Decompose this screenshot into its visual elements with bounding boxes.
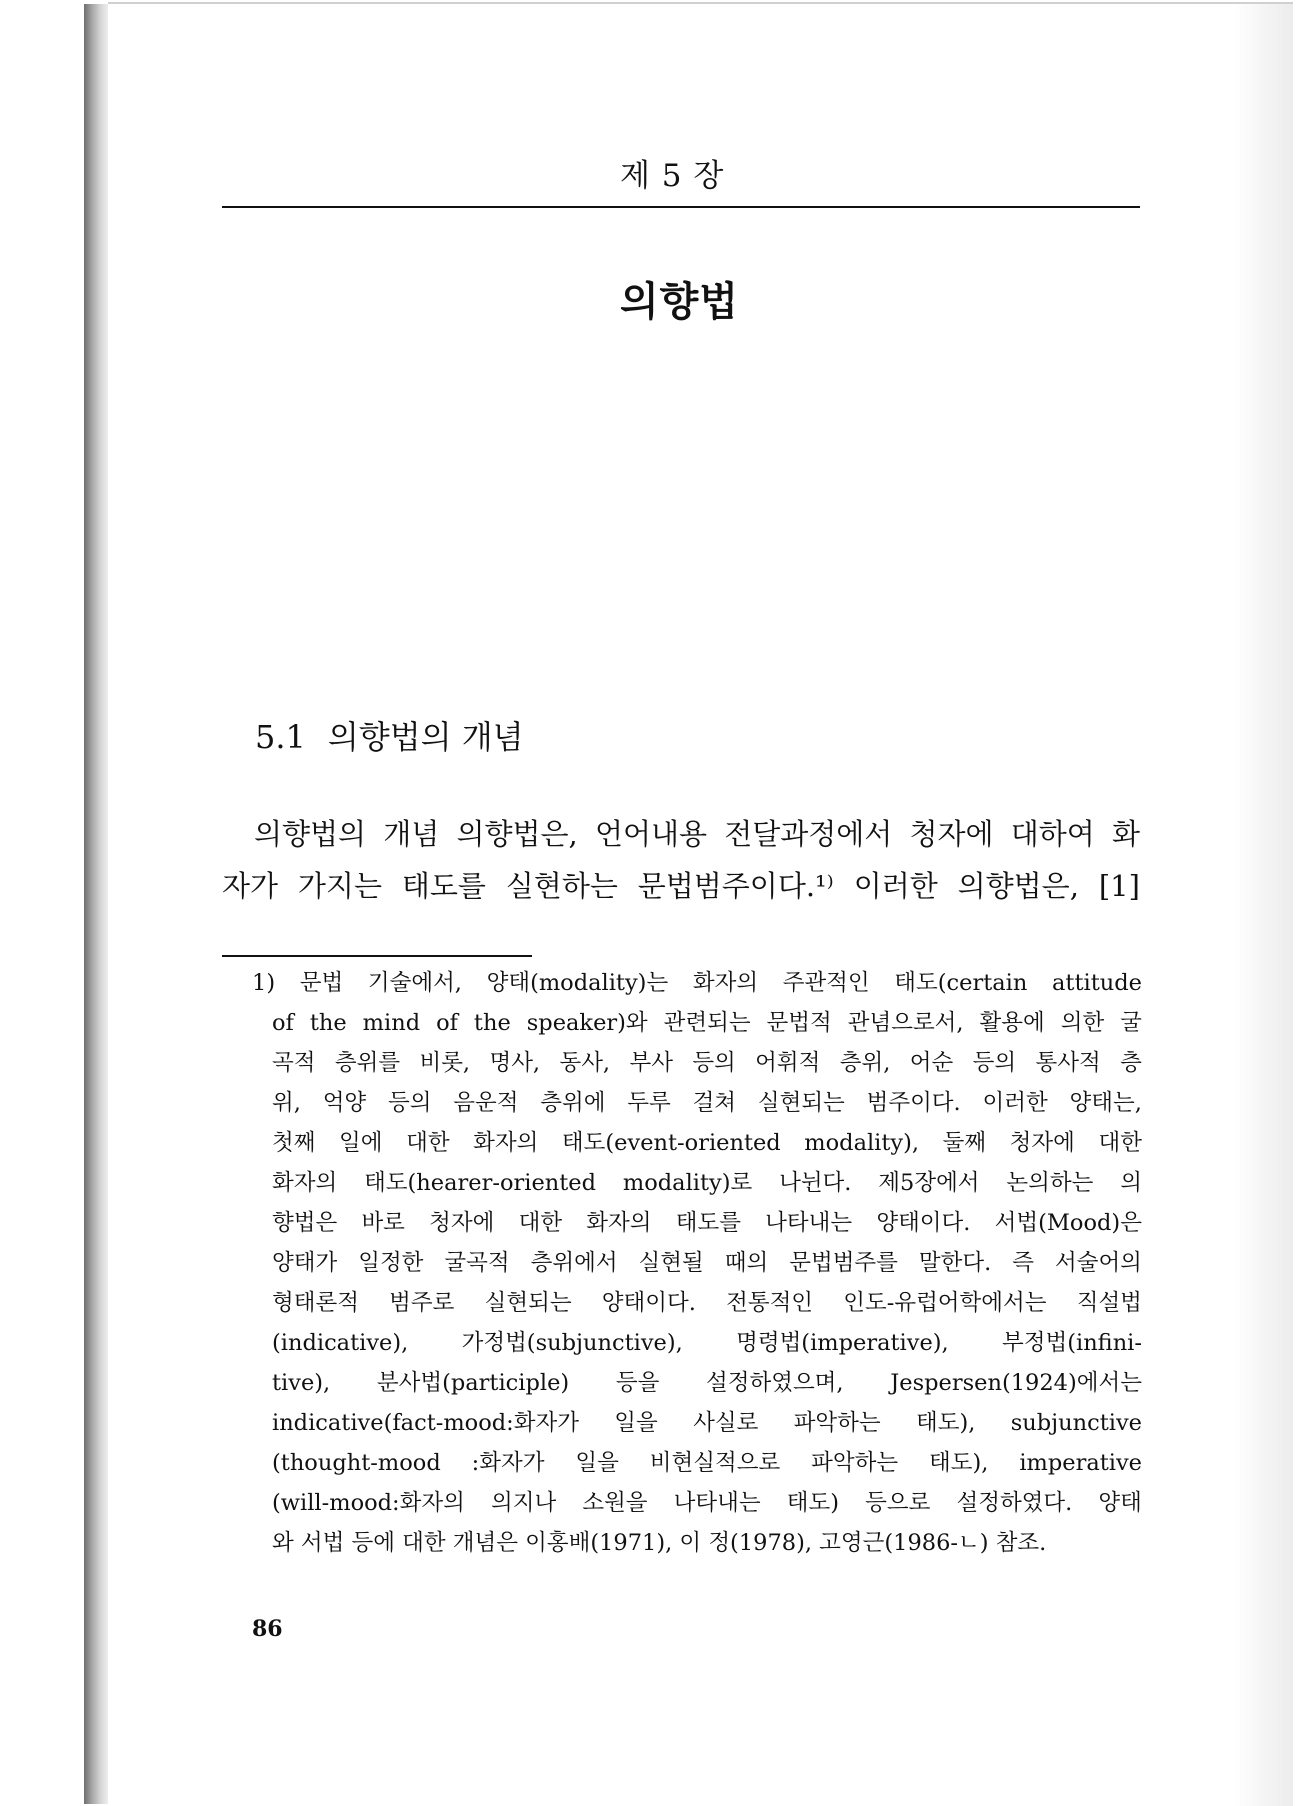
footnote-word: 활용에 bbox=[979, 1010, 1045, 1036]
footnote-word: 양태가 bbox=[272, 1250, 338, 1276]
footnote-word: 일을 bbox=[614, 1410, 658, 1436]
footnote-word: indicative(fact-mood:화자가 bbox=[272, 1410, 579, 1436]
body-word: 화 bbox=[1111, 817, 1140, 851]
footnote-line bbox=[252, 1123, 1142, 1163]
footnote-word: 대한 bbox=[518, 1210, 563, 1236]
footnote-word: 청자에 bbox=[1009, 1130, 1075, 1156]
footnote-word: 소원을 bbox=[582, 1490, 648, 1516]
footnote-word: (indicative), bbox=[272, 1330, 409, 1356]
footnote-word: 등을 bbox=[615, 1370, 660, 1396]
footnote-word: Jespersen(1924)에서는 bbox=[890, 1370, 1142, 1396]
body-word: 자가 bbox=[222, 869, 279, 903]
body-word: 문법범주이다.¹⁾ bbox=[637, 869, 834, 903]
footnote-word: 화자의 bbox=[272, 1170, 338, 1196]
footnote-word: 바로 bbox=[361, 1210, 405, 1236]
footnote-line bbox=[252, 963, 1142, 1003]
footnote-word: 층위에서 bbox=[530, 1250, 618, 1276]
footnote-word: 명령법(imperative), bbox=[736, 1330, 949, 1356]
footnote-word: 의지나 bbox=[490, 1490, 557, 1516]
footnote-word: 걸쳐 bbox=[692, 1090, 737, 1116]
footnote-word: mind bbox=[362, 1010, 421, 1036]
footnote-word: 문법범주를 bbox=[789, 1250, 898, 1276]
footnote-word: 제5장에서 bbox=[878, 1170, 980, 1196]
footnote-word: 등의 bbox=[692, 1050, 736, 1076]
footnote-word: 굴곡적 bbox=[444, 1250, 510, 1276]
footnote-word: 층위에 bbox=[540, 1090, 606, 1116]
footnote-word: 나타내는 bbox=[673, 1490, 761, 1516]
footnote-word: 일정한 bbox=[358, 1250, 424, 1276]
footnote-word: 대한 bbox=[406, 1130, 450, 1156]
footnote-line bbox=[252, 1403, 1142, 1443]
body-word: 의향법은, bbox=[456, 817, 578, 851]
footnote-word: 등의 bbox=[972, 1050, 1017, 1076]
footnote-word: 관념으로서, bbox=[847, 1010, 964, 1036]
footnote-rule bbox=[222, 955, 532, 957]
footnote-word: modality)로 bbox=[622, 1170, 753, 1196]
footnote-word: 사실로 bbox=[693, 1410, 759, 1436]
body-word: 태도를 bbox=[401, 869, 486, 903]
footnote-word: 대한 bbox=[1098, 1130, 1142, 1156]
footnote-word: 청자에 bbox=[429, 1210, 495, 1236]
body-word: 전달과정에서 bbox=[724, 817, 893, 851]
footnote-word: 전통적인 bbox=[726, 1290, 814, 1316]
footnote-word: 두루 bbox=[627, 1090, 671, 1116]
footnote-word: 말한다. bbox=[918, 1250, 992, 1276]
footnote-word: 억양 bbox=[322, 1090, 367, 1116]
footnote-word: 태도(event-oriented bbox=[561, 1130, 781, 1156]
footnote-line bbox=[252, 1483, 1142, 1523]
footnote-word: 어휘적 bbox=[755, 1050, 821, 1076]
footnote-word: 양태는, bbox=[1069, 1090, 1142, 1116]
footnote-word: 문법 bbox=[299, 970, 344, 996]
footnote-word: 관련되는 bbox=[663, 1010, 751, 1036]
footnote-word: 층 bbox=[1120, 1050, 1142, 1076]
footnote-line bbox=[252, 1323, 1142, 1363]
body-line bbox=[222, 808, 1140, 860]
footnote-word: 분사법(participle) bbox=[376, 1370, 570, 1396]
footnote-word: 설정하였다. bbox=[956, 1490, 1073, 1516]
body-word: 의향법은, bbox=[957, 869, 1079, 903]
footnote-word: 나타내는 bbox=[765, 1210, 853, 1236]
footnote-word: 어순 bbox=[909, 1050, 954, 1076]
footnote-word: 설정하였으며, bbox=[706, 1370, 844, 1396]
footnote-word: (thought-mood bbox=[272, 1450, 441, 1476]
page-number: 86 bbox=[252, 1616, 283, 1642]
footnote-word: 의 bbox=[1120, 1170, 1142, 1196]
footnote-word: 태도를 bbox=[675, 1210, 741, 1236]
footnote-word: speaker)와 bbox=[526, 1010, 648, 1036]
footnote-word: tive), bbox=[272, 1370, 331, 1396]
book-spine-edge bbox=[84, 4, 108, 1804]
body-word: 이러한 bbox=[853, 869, 938, 903]
footnote-word: 등으로 bbox=[865, 1490, 931, 1516]
footnote-word: 통사적 bbox=[1035, 1050, 1101, 1076]
footnote-word: 태도(hearer-oriented bbox=[364, 1170, 597, 1196]
body-word: 실현하는 bbox=[505, 869, 618, 903]
footnote-word: 실현될 bbox=[638, 1250, 704, 1276]
footnote-word: 문법적 bbox=[766, 1010, 832, 1036]
footnote-word: 향법은 bbox=[272, 1210, 338, 1236]
body-word: [1] bbox=[1098, 869, 1140, 903]
footnote-word: 양태이다. bbox=[876, 1210, 971, 1236]
footnote-word: 비롯, bbox=[419, 1050, 471, 1076]
body-word: 대하여 bbox=[1010, 817, 1095, 851]
body-word: 언어내용 bbox=[594, 817, 707, 851]
footnote-word: 직설법 bbox=[1076, 1290, 1142, 1316]
footnote-word: 1) bbox=[252, 970, 276, 996]
footnote-word: 화자의 bbox=[586, 1210, 652, 1236]
footnote-line bbox=[252, 1523, 1142, 1563]
footnote-line bbox=[252, 1043, 1142, 1083]
footnote-word: 형태론적 bbox=[272, 1290, 359, 1316]
footnote-word: 첫째 bbox=[272, 1130, 316, 1156]
body-paragraph bbox=[222, 808, 1140, 912]
footnote-word: 태도), bbox=[915, 1410, 976, 1436]
footnote-word: 이러한 bbox=[982, 1090, 1048, 1116]
footnote-word: 화자의 bbox=[692, 970, 759, 996]
footnote-word: 인도-유럽어학에서는 bbox=[843, 1290, 1047, 1316]
footnote-word: 서법(Mood)은 bbox=[994, 1210, 1142, 1236]
footnote-word: 화자의 bbox=[473, 1130, 539, 1156]
footnote-word: 위, bbox=[272, 1090, 301, 1116]
footnote-word: 즉 bbox=[1012, 1250, 1034, 1276]
footnote-word: 굴 bbox=[1120, 1010, 1142, 1036]
footnote-line bbox=[252, 1243, 1142, 1283]
chapter-label: 제 5 장 bbox=[620, 158, 725, 194]
footnote-word: 둘째 bbox=[942, 1130, 987, 1156]
footnote-line bbox=[252, 1363, 1142, 1403]
footnote-word: 가정법(subjunctive), bbox=[461, 1330, 683, 1356]
footnote-word: 범주이다. bbox=[866, 1090, 961, 1116]
footnote-word: 동사, bbox=[559, 1050, 611, 1076]
footnote-word: :화자가 bbox=[471, 1450, 545, 1476]
section-number: 5.1 bbox=[255, 718, 306, 756]
footnote-word: 양태(modality)는 bbox=[486, 970, 669, 996]
footnote-word: 층위를 bbox=[334, 1050, 401, 1076]
footnote-word: imperative bbox=[1019, 1450, 1142, 1476]
body-line bbox=[222, 860, 1140, 912]
footnote-word: 나뉜다. bbox=[779, 1170, 852, 1196]
footnote-word: 음운적 bbox=[453, 1090, 519, 1116]
footnote-word: of bbox=[436, 1010, 458, 1036]
chapter-rule bbox=[222, 206, 1140, 208]
footnote-word: 태도) bbox=[786, 1490, 839, 1516]
footnote-word: modality), bbox=[804, 1130, 920, 1156]
footnote-word: 층위, bbox=[839, 1050, 891, 1076]
footnote-word: 기술에서, bbox=[367, 970, 462, 996]
footnote-word: 와 서법 등에 대한 개념은 이홍배(1971), 이 정(1978), 고영근(1986-ㄴ) 참조. bbox=[272, 1530, 1047, 1556]
footnote-line bbox=[252, 1163, 1142, 1203]
footnote-line bbox=[252, 1003, 1142, 1043]
footnote-word: 일을 bbox=[575, 1450, 619, 1476]
footnote-word: 파악하는 bbox=[793, 1410, 881, 1436]
footnote-word: 태도(certain bbox=[894, 970, 1028, 996]
footnote-word: 논의하는 bbox=[1006, 1170, 1094, 1196]
footnote-word: of bbox=[272, 1010, 294, 1036]
footnote-word: 부사 bbox=[629, 1050, 673, 1076]
footnote-word: subjunctive bbox=[1010, 1410, 1142, 1436]
footnote-word: 명사, bbox=[489, 1050, 541, 1076]
footnote-word: 태도), bbox=[928, 1450, 989, 1476]
footnote-word: 실현되는 bbox=[484, 1290, 572, 1316]
footnote bbox=[252, 963, 1142, 1563]
footnote-word: 등의 bbox=[387, 1090, 432, 1116]
body-word: 가지는 bbox=[297, 869, 382, 903]
footnote-word: 파악하는 bbox=[811, 1450, 899, 1476]
body-word: 개념 bbox=[383, 817, 440, 851]
section-heading bbox=[255, 712, 524, 758]
footnote-word: (will-mood:화자의 bbox=[272, 1490, 465, 1516]
footnote-word: 곡적 bbox=[272, 1050, 316, 1076]
footnote-word: 때의 bbox=[724, 1250, 769, 1276]
footnote-word: 양태이다. bbox=[601, 1290, 696, 1316]
footnote-word: 비현실적으로 bbox=[649, 1450, 781, 1476]
footnote-line bbox=[252, 1083, 1142, 1123]
footnote-line bbox=[252, 1203, 1142, 1243]
chapter-title: 의향법 bbox=[620, 278, 739, 325]
section-title: 의향법의 개념 bbox=[327, 718, 524, 756]
footnote-word: attitude bbox=[1052, 970, 1142, 996]
footnote-word: 부정법(infini- bbox=[1002, 1330, 1142, 1356]
body-word: 청자에 bbox=[909, 817, 994, 851]
footnote-word: 일에 bbox=[339, 1130, 383, 1156]
footnote-word: 서술어의 bbox=[1054, 1250, 1142, 1276]
footnote-word: 주관적인 bbox=[782, 970, 870, 996]
footnote-word: 의한 bbox=[1060, 1010, 1105, 1036]
footnote-word: 실현되는 bbox=[757, 1090, 845, 1116]
body-word: 의향법의 bbox=[254, 817, 367, 851]
footnote-line bbox=[252, 1283, 1142, 1323]
page-shade bbox=[1233, 4, 1293, 1806]
footnote-word: 양태 bbox=[1098, 1490, 1142, 1516]
footnote-word: the bbox=[473, 1010, 511, 1036]
footnote-word: the bbox=[309, 1010, 347, 1036]
footnote-word: 범주로 bbox=[389, 1290, 455, 1316]
footnote-line bbox=[252, 1443, 1142, 1483]
